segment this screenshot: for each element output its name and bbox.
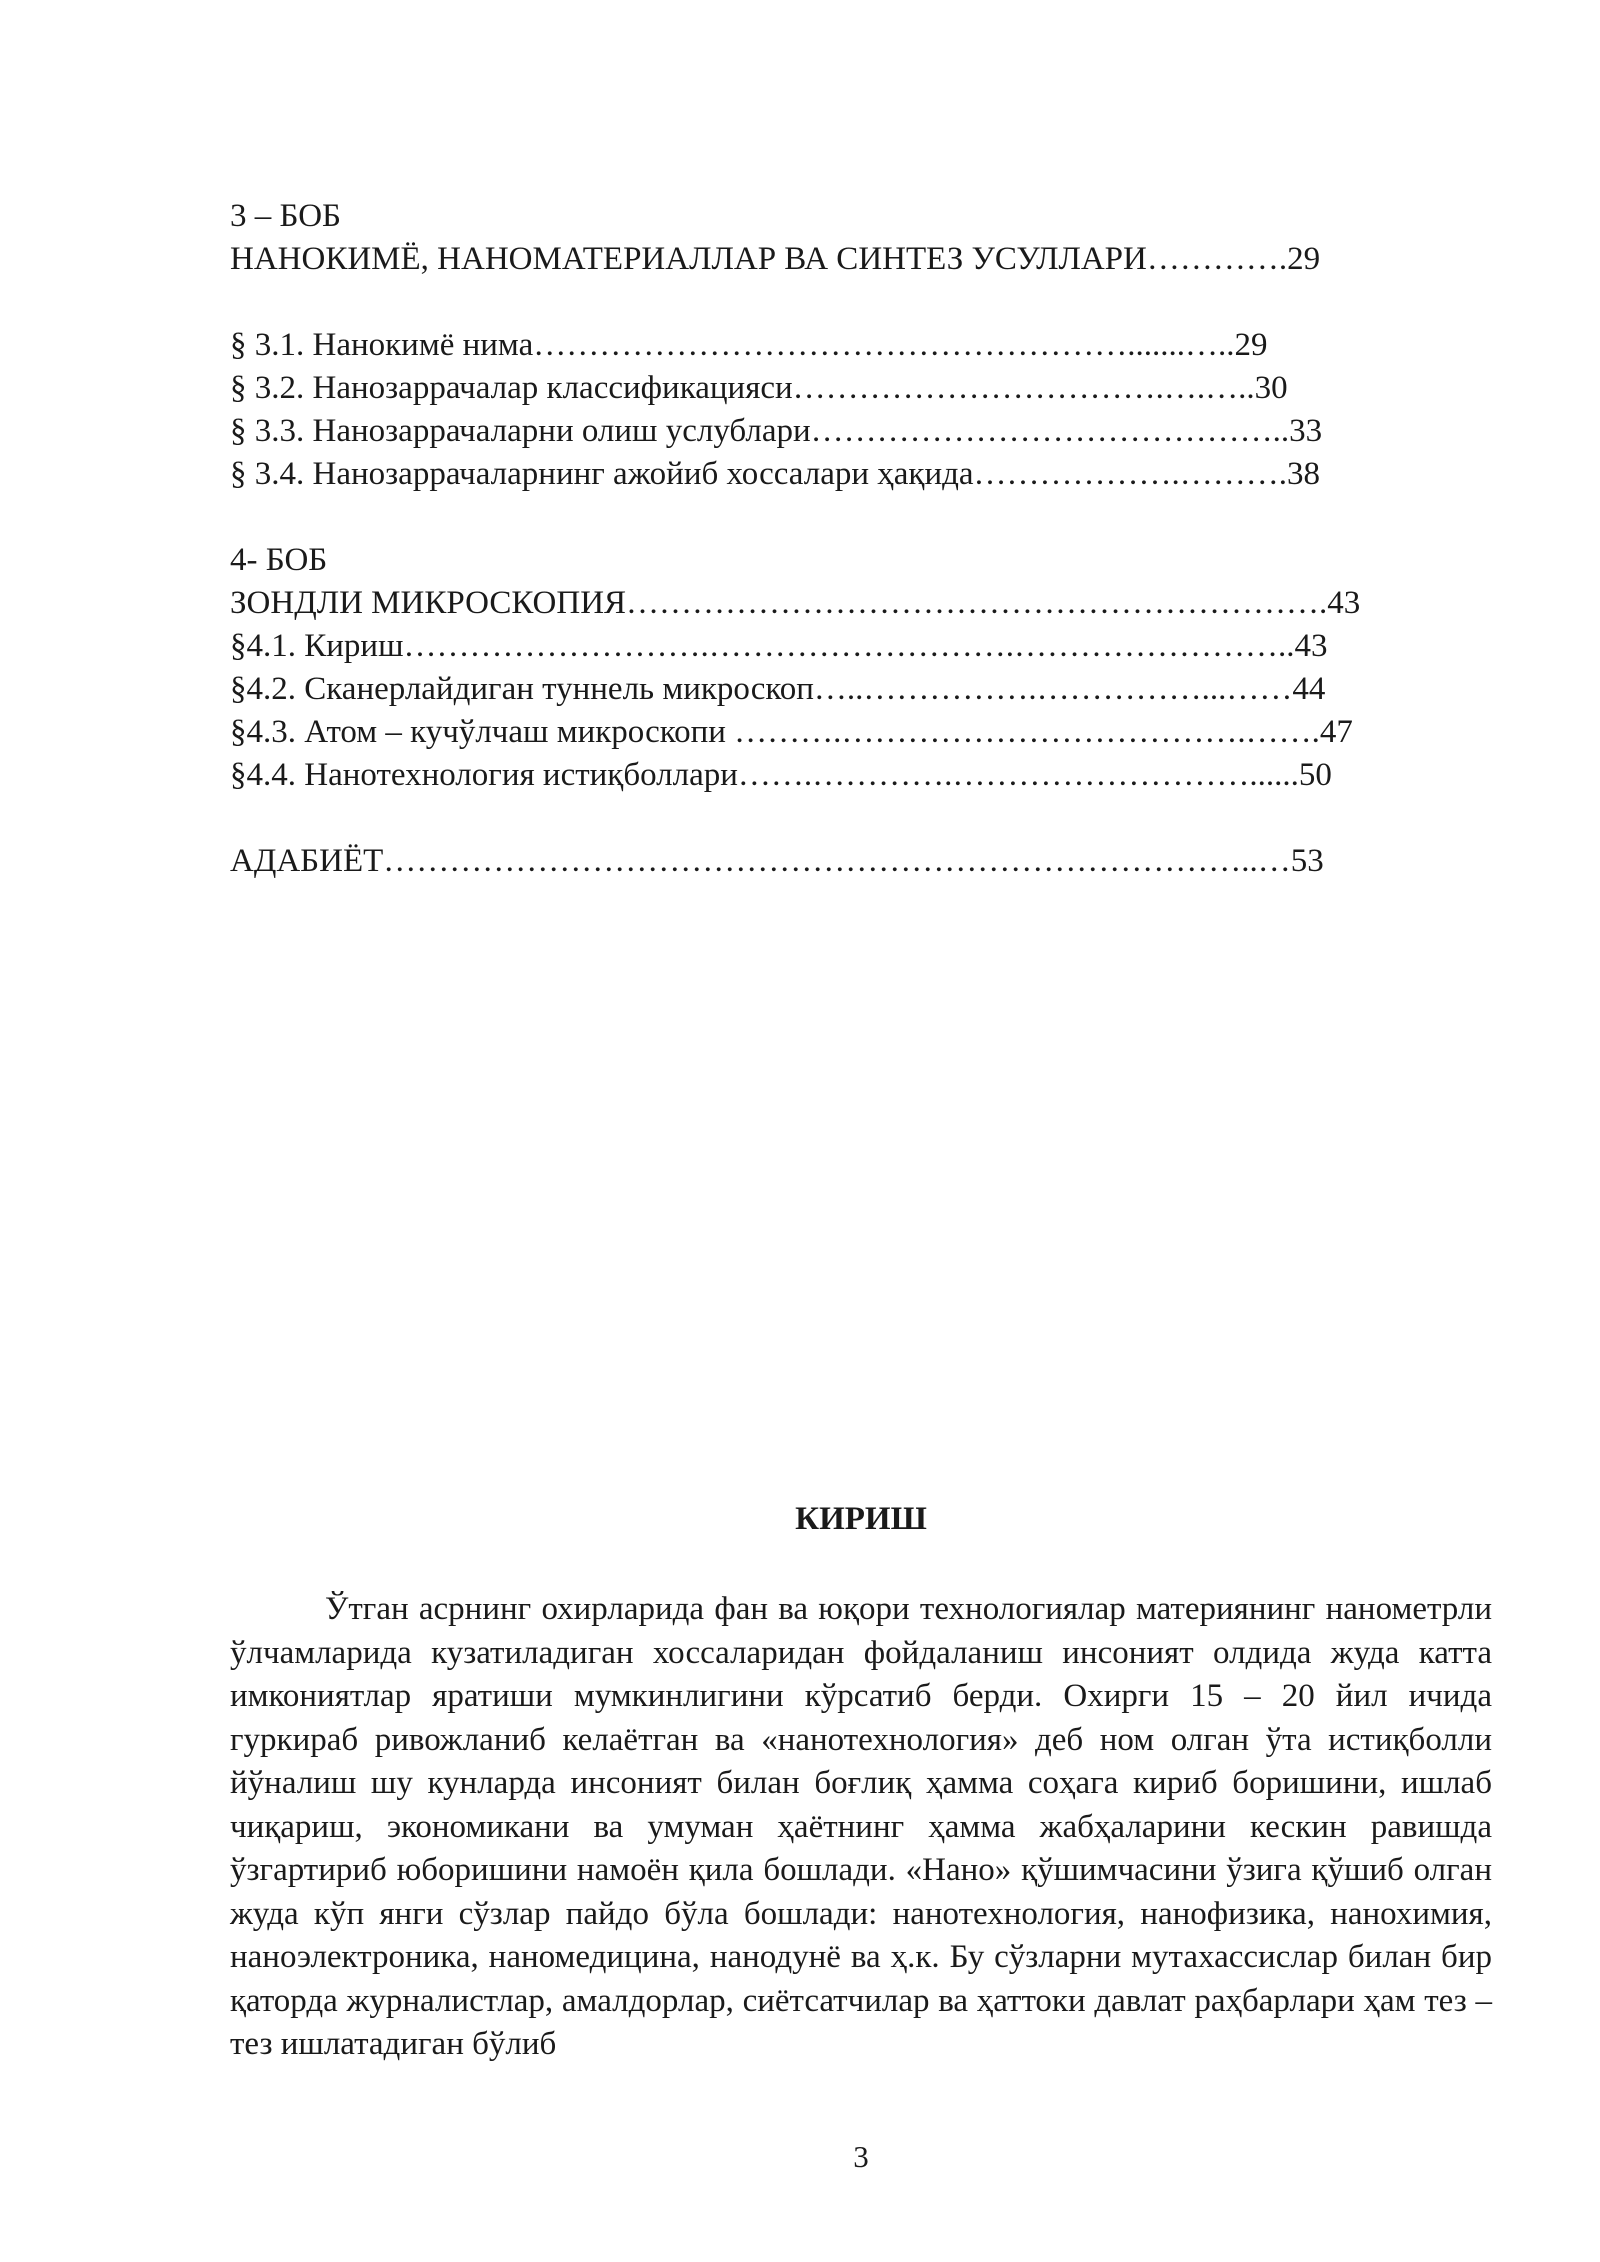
toc-section-4-3: §4.3. Атом – кучўлчаш микроскопи ……….……………………………….…….47	[230, 714, 1353, 750]
intro-heading: КИРИШ	[795, 1501, 927, 1537]
table-of-contents	[230, 195, 1490, 883]
toc-section-3-3: § 3.3. Нанозаррачаларни олиш услублари……………………………………..33	[230, 413, 1323, 449]
toc-section-4-1: §4.1. Кириш……………………….……………………….……………………..43	[230, 628, 1328, 664]
toc-section-3-4: § 3.4. Нанозаррачаларнинг ажойиб хоссалари ҳақида……………….……….38	[230, 456, 1321, 492]
toc-spacer	[230, 281, 1490, 324]
toc-chapter4-title: ЗОНДЛИ МИКРОСКОПИЯ……………………………………………………….43	[230, 585, 1361, 621]
page-number: 3	[853, 2139, 869, 2174]
intro-paragraph: Ўтган асрнинг охирларида фан ва юқори технологиялар материянинг нанометрли ўлчамларида кузатиладиган хоссаларидан фойдаланиш инсоният олдида жуда катта имкониятлар яратиши мумкинлигини кўрсатиб берди. Охирги 15 – 20 йил ичида гуркираб ривожланиб келаётган ва «нанотехнология» деб ном олган ўта истиқболли йўналиш шу кунларда инсоният билан боғлиқ ҳамма соҳага кириб боришини, ишлаб чиқариш, экономикани ва умуман ҳаётнинг ҳамма жабҳаларини кескин равишда ўзгартириб юборишини намоён қила бошлади. «Нано» қўшимчасини ўзига қўшиб олган жуда кўп янги сўзлар пайдо бўла бошлади: нанотехнология, нанофизика, нанохимия, наноэлектроника, наномедицина, нанодунё ва ҳ.к. Бу сўзларни мутахассислар билан бир қаторда журналистлар, амалдорлар, сиётсатчилар ва ҳаттоки давлат раҳбарлари ҳам тез – тез ишлатадиган бўлиб	[230, 1591, 1492, 2062]
toc-chapter3-title: НАНОКИМЁ, НАНОМАТЕРИАЛЛАР ВА СИНТЕЗ УСУЛЛАРИ………….29	[230, 241, 1321, 277]
toc-chapter4-label: 4- БОБ	[230, 542, 328, 578]
toc-section-3-2: § 3.2. Нанозаррачалар классификацияси…………………………….….…..30	[230, 370, 1288, 406]
toc-section-4-2: §4.2. Сканерлайдиган туннель микроскоп…..…………….……………...……44	[230, 671, 1326, 707]
toc-spacer	[230, 797, 1490, 840]
toc-chapter3-label: 3 – БОБ	[230, 198, 342, 234]
toc-spacer	[230, 496, 1490, 539]
toc-references: АДАБИЁТ……………………………………………………………………..…53	[230, 843, 1324, 879]
toc-section-4-4: §4.4. Нанотехнология истиқболлари…….………….………………………......50	[230, 757, 1332, 793]
toc-section-3-1: § 3.1. Нанокимё нима……………………………………………….......…..29	[230, 327, 1268, 363]
